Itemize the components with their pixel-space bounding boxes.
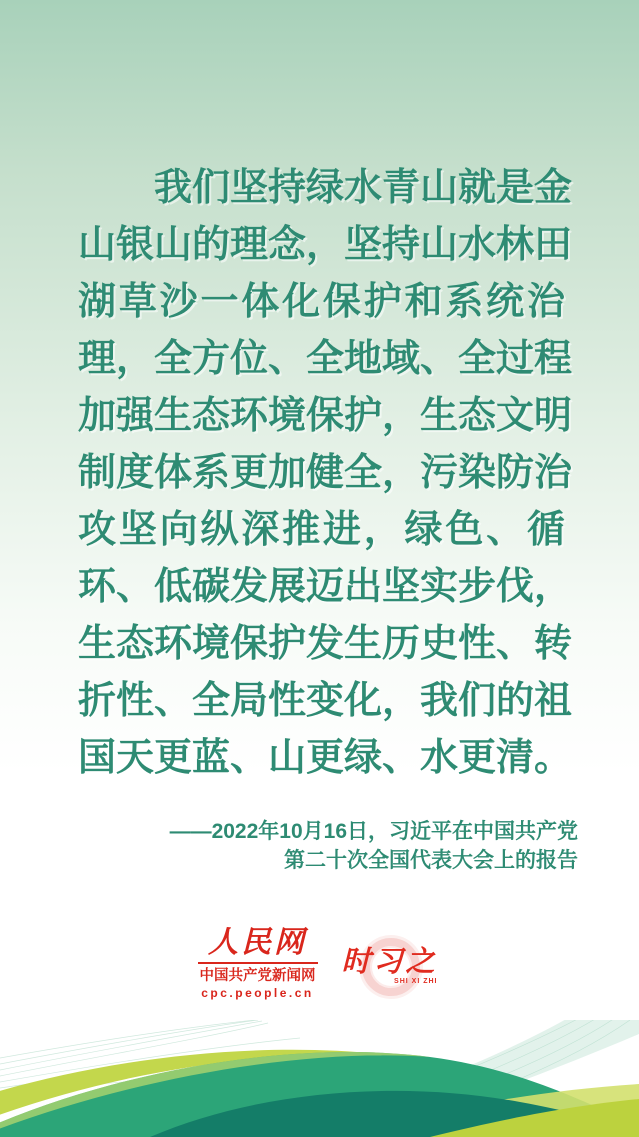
shixizhi-logo bbox=[338, 926, 442, 1010]
peoples-daily-logo bbox=[198, 926, 318, 1001]
quote-line: 理，全方位、全地域、全过程 bbox=[78, 338, 573, 380]
shixizhi-latin-text: SHI XI ZHI bbox=[394, 978, 438, 985]
quote-line: 我们坚持绿水青山就是金 bbox=[154, 167, 573, 209]
cpc-news-site-label: 中国共产党新闻网 bbox=[199, 968, 316, 984]
decorative-waves bbox=[0, 1020, 639, 1137]
quote-line: 山银山的理念，坚持山水林田 bbox=[78, 224, 573, 266]
quote-line: 加强生态环境保护，生态文明 bbox=[78, 395, 573, 437]
quote-line: 攻坚向纵深推进，绿色、循 bbox=[78, 509, 565, 551]
quote-line: 折性、全局性变化，我们的祖 bbox=[78, 680, 573, 722]
shixizhi-wordmark: 时习之 bbox=[341, 946, 438, 978]
quote-line: 生态环境保护发生历史性、转 bbox=[78, 623, 573, 665]
quote-line: 湖草沙一体化保护和系统治 bbox=[78, 281, 565, 323]
peoples-daily-wordmark: 人民网 bbox=[208, 926, 307, 959]
quote-line: 制度体系更加健全，污染防治 bbox=[78, 452, 573, 494]
attribution-line-2: 第二十次全国代表大会上的报告 bbox=[284, 849, 578, 872]
attribution bbox=[170, 817, 578, 875]
attribution-line-1: ——2022年10月16日，习近平在中国共产党 bbox=[169, 820, 578, 843]
cpc-site-url-text: cpc.people.cn bbox=[201, 986, 314, 1000]
quote-line: 环、低碳发展迈出坚实步伐， bbox=[78, 566, 573, 608]
quote-text bbox=[78, 160, 573, 787]
quote-line: 国天更蓝、山更绿、水更清。 bbox=[78, 737, 573, 779]
logo-divider bbox=[198, 962, 318, 964]
footer-logos bbox=[0, 926, 639, 1010]
